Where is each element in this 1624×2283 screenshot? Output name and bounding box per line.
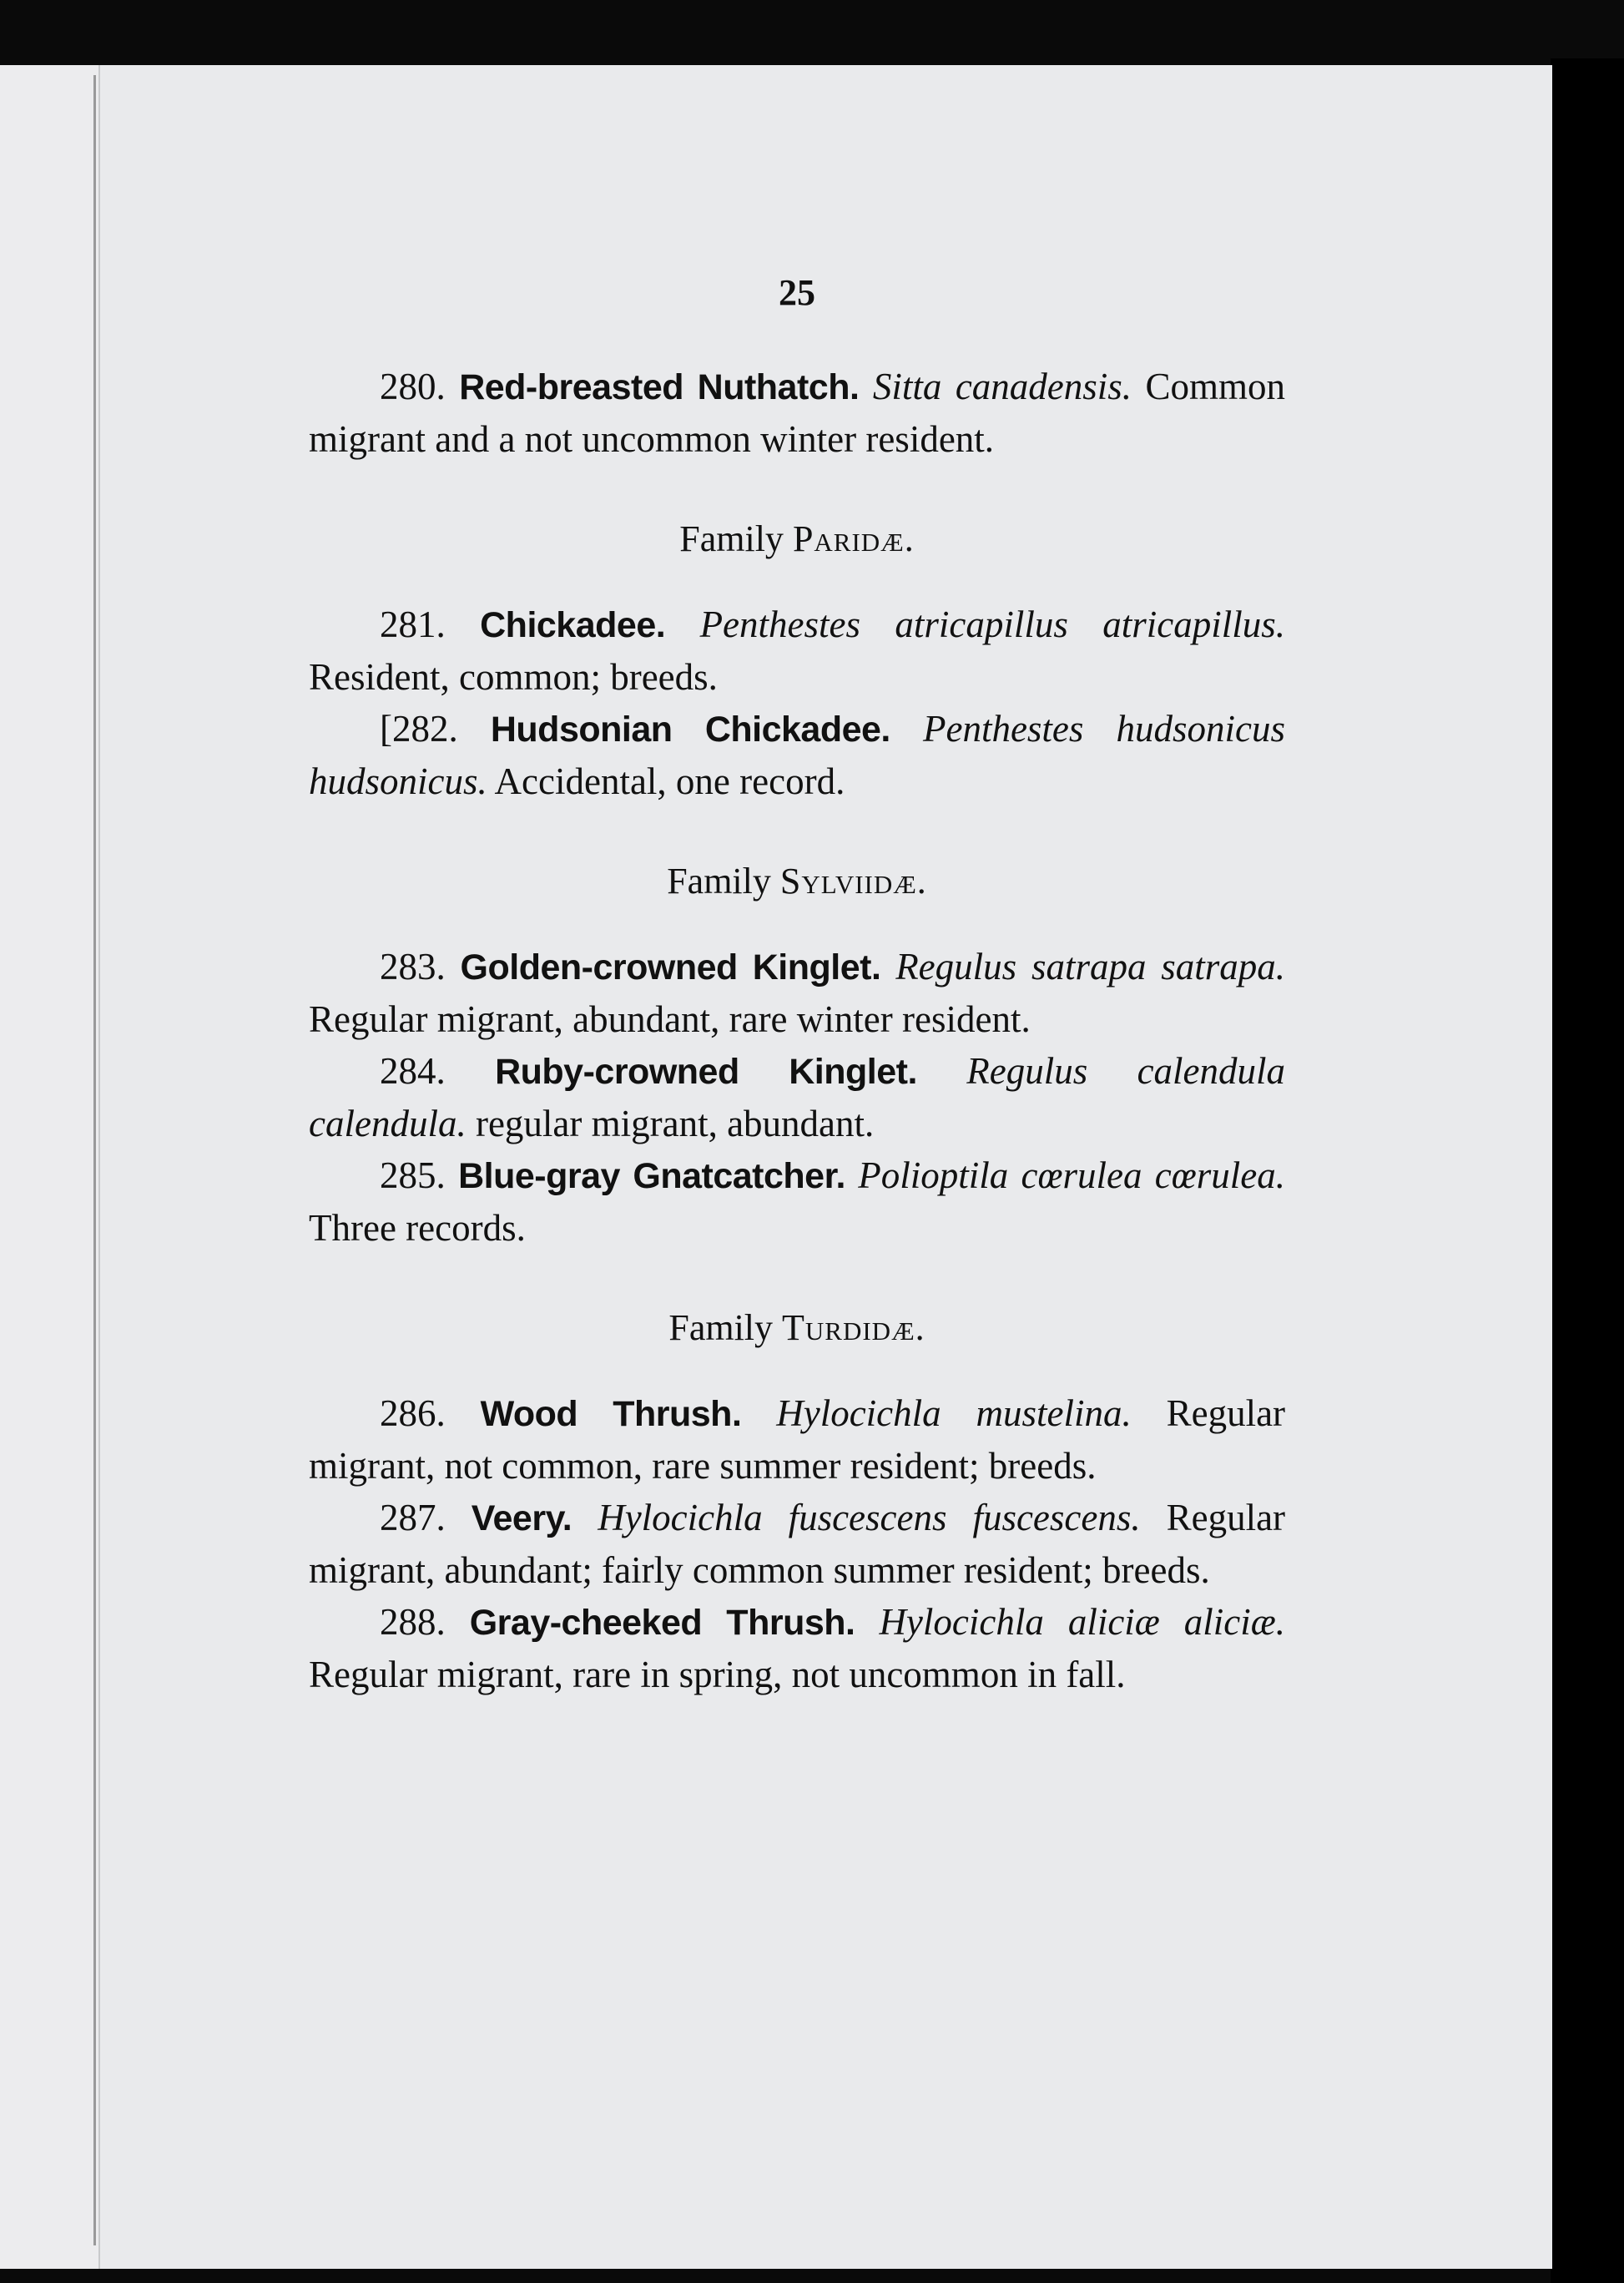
species-entry-285 [309, 1149, 1285, 1254]
page-number: 25 [779, 272, 815, 313]
entry-number: 284. [380, 1050, 446, 1092]
page-text-block [309, 267, 1285, 1700]
family-prefix: Family [668, 1307, 774, 1348]
status-note: Regular migrant, abundant; fairly common summer resident; breeds. [309, 1497, 1286, 1591]
common-name: Chickadee. [480, 605, 666, 645]
family-heading-turdidae [309, 1302, 1285, 1354]
species-entry-282 [309, 703, 1285, 807]
common-name: Red-breasted Nuthatch. [459, 367, 860, 407]
family-name: Sylviidæ. [779, 861, 927, 902]
entry-number: 280. [380, 366, 446, 407]
entry-number: 288. [380, 1601, 446, 1643]
scientific-name: Sitta canadensis. [872, 366, 1132, 407]
common-name: Blue-gray Gnatcatcher. [458, 1156, 845, 1196]
species-entry-286 [309, 1387, 1285, 1492]
species-entry-288 [309, 1596, 1285, 1700]
species-entry-284 [309, 1045, 1285, 1149]
entry-number: 286. [380, 1392, 446, 1434]
status-note: Accidental, one record. [494, 760, 845, 802]
family-name: Paridæ. [792, 518, 915, 559]
scientific-name: Hylocichla mustelina. [776, 1392, 1132, 1434]
status-note: Regular migrant, abundant, rare winter resident. [309, 998, 1031, 1040]
common-name: Hudsonian Chickadee. [490, 710, 890, 750]
scan-border-right [1551, 58, 1624, 2283]
common-name: Ruby-crowned Kinglet. [495, 1052, 917, 1092]
family-prefix: Family [679, 518, 784, 559]
species-entry-281 [309, 599, 1285, 703]
common-name: Golden-crowned Kinglet. [460, 947, 881, 987]
scientific-name: Hylocichla fuscescens fuscescens. [598, 1497, 1141, 1538]
book-spine-margin [0, 65, 98, 2269]
family-heading-paridae [309, 513, 1285, 565]
family-name: Turdidæ. [782, 1307, 925, 1348]
status-note: Common migrant and a not uncommon winter resident. [309, 366, 1286, 460]
entry-number: 287. [380, 1497, 446, 1538]
entry-number: 281. [380, 604, 446, 645]
scientific-name: Penthestes atricapillus atricapillus. [699, 604, 1286, 645]
common-name: Gray-cheeked Thrush. [469, 1603, 855, 1643]
family-prefix: Family [667, 861, 771, 902]
species-entry-280 [309, 361, 1285, 465]
species-entry-283 [309, 941, 1285, 1045]
common-name: Wood Thrush. [480, 1394, 742, 1434]
status-note: Three records. [309, 1207, 526, 1249]
status-note: Regular migrant, not common, rare summer resident; breeds. [309, 1392, 1286, 1487]
scientific-name: Hylocichla aliciæ aliciæ. [879, 1601, 1286, 1643]
species-entry-287 [309, 1492, 1285, 1596]
scientific-name: Penthestes hudsonicus hudsonicus. [309, 708, 1286, 802]
status-note: Regular migrant, rare in spring, not uncommon in fall. [309, 1654, 1126, 1695]
binding-gutter-line [93, 75, 96, 2245]
entry-number: 285. [380, 1154, 446, 1196]
scientific-name: Regulus satrapa satrapa. [895, 946, 1286, 987]
scientific-name: Regulus calendula calendula. [309, 1050, 1286, 1144]
status-note: regular migrant, abundant. [475, 1103, 875, 1144]
entry-number: [282. [380, 708, 458, 750]
entry-number: 283. [380, 946, 446, 987]
status-note: Resident, common; breeds. [309, 656, 718, 698]
scientific-name: Polioptila cœrulea cœrulea. [858, 1154, 1286, 1196]
common-name: Veery. [471, 1498, 572, 1538]
family-heading-sylviidae [309, 856, 1285, 907]
